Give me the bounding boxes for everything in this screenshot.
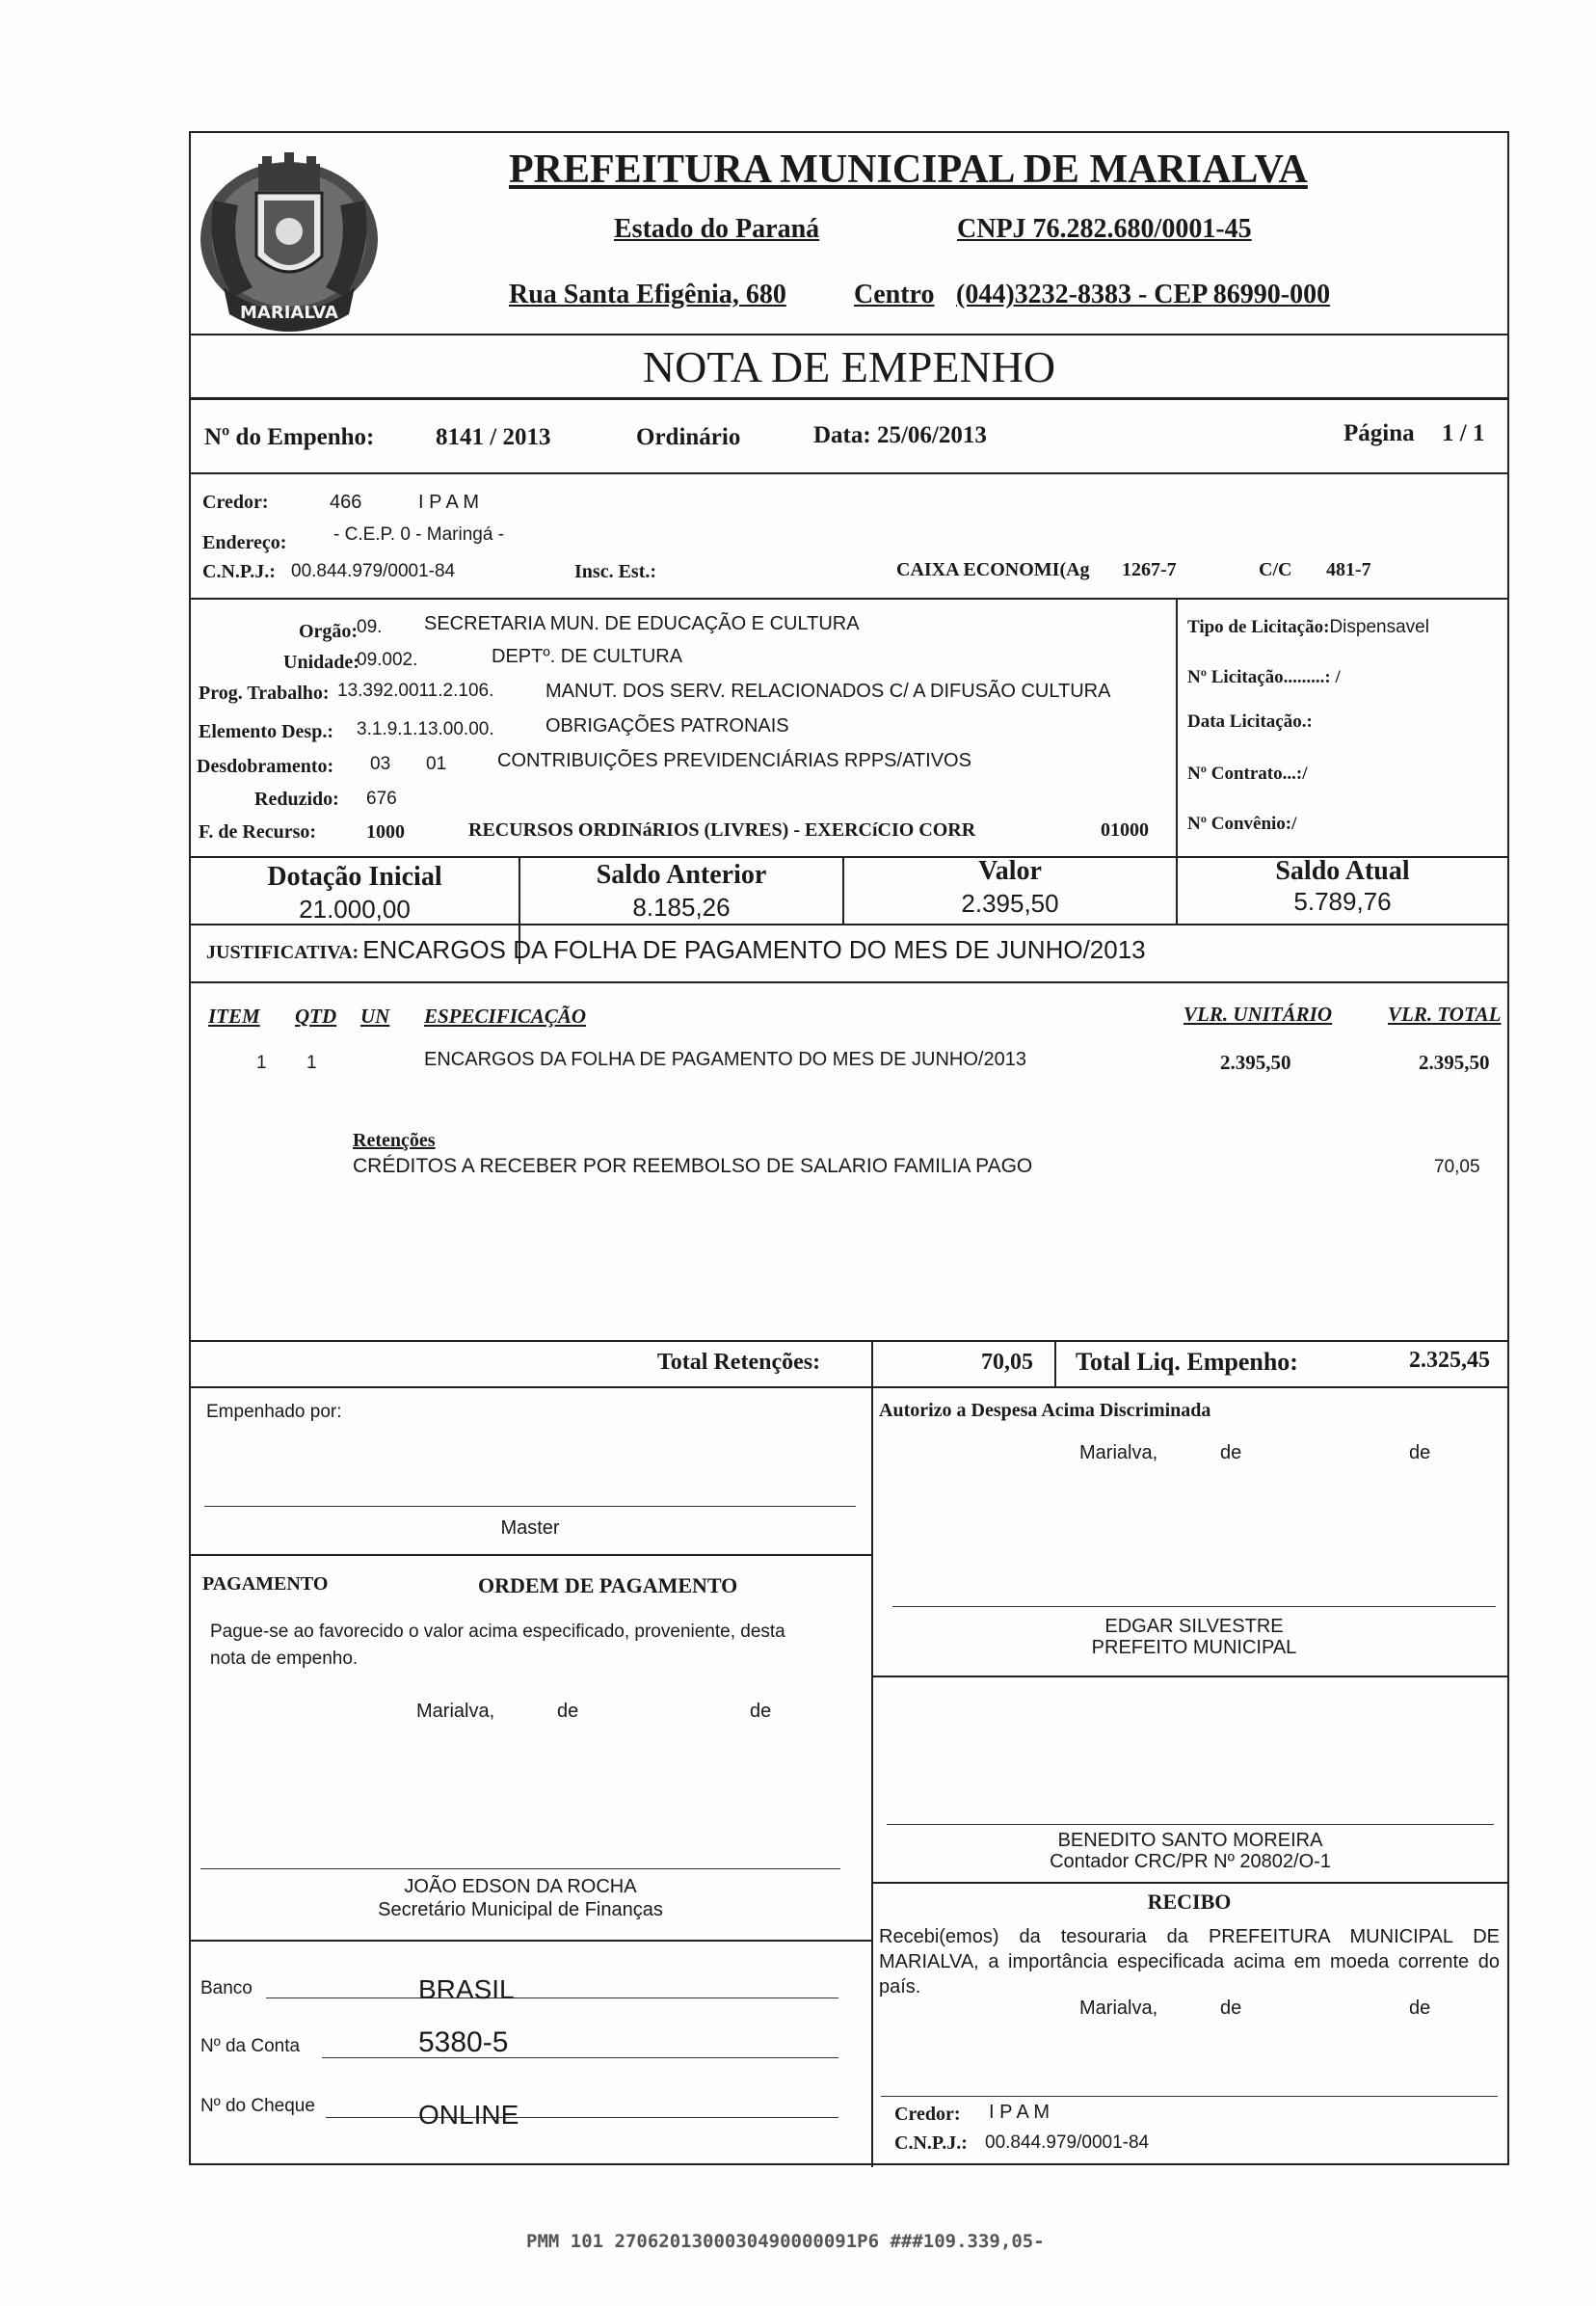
page-number: 1 / 1 bbox=[1442, 420, 1485, 446]
desdobramento-label: Desdobramento: bbox=[197, 756, 334, 777]
credor-bank: CAIXA ECONOMI(Ag bbox=[896, 559, 1090, 580]
cheque-value: ONLINE bbox=[418, 2100, 519, 2130]
total-liq-value: 2.325,45 bbox=[1409, 1348, 1490, 1373]
reduzido-label: Reduzido: bbox=[254, 789, 339, 810]
secretary-name: JOÃO EDSON DA ROCHA bbox=[404, 1876, 637, 1897]
numero-convenio: Nº Convênio:/ bbox=[1187, 814, 1297, 834]
header-phone-cep: (044)3232-8383 - CEP 86990-000 bbox=[956, 280, 1331, 309]
fonte-recurso-name: RECURSOS ORDINáRIOS (LIVRES) - EXERCíCIO CORR bbox=[468, 819, 976, 841]
page-label: Página bbox=[1343, 420, 1415, 446]
contador-name: BENEDITO SANTO MOREIRA bbox=[1057, 1830, 1323, 1851]
state-name: Estado do Paraná bbox=[614, 214, 820, 244]
saldo-anterior-label: Saldo Anterior bbox=[596, 860, 767, 890]
cc-label: C/C bbox=[1259, 559, 1292, 580]
credor-address: - C.E.P. 0 - Maringá - bbox=[333, 524, 505, 545]
banco-label: Banco bbox=[200, 1978, 253, 1998]
dotacao-inicial-value: 21.000,00 bbox=[299, 895, 411, 924]
orgao-code: 09. bbox=[357, 617, 383, 637]
endereco-label: Endereço: bbox=[202, 532, 287, 553]
prefeitura-title: PREFEITURA MUNICIPAL DE MARIALVA bbox=[509, 147, 1308, 192]
credor-name: I P A M bbox=[418, 492, 479, 513]
retencoes-value: 70,05 bbox=[1434, 1157, 1480, 1177]
desdobramento-code1: 03 bbox=[370, 754, 391, 774]
col-qtd: QTD bbox=[295, 1005, 337, 1028]
recibo-cnpj-label: C.N.P.J.: bbox=[894, 2132, 968, 2154]
justificativa bbox=[206, 935, 1146, 965]
prog-trabalho-name: MANUT. DOS SERV. RELACIONADOS C/ A DIFUSÃO CULTURA bbox=[545, 681, 1111, 702]
recibo-cnpj: 00.844.979/0001-84 bbox=[985, 2132, 1150, 2153]
orgao-label: Orgão: bbox=[299, 621, 359, 642]
autorizo-de2: de bbox=[1409, 1442, 1431, 1463]
contador-role: Contador CRC/PR Nº 20802/O-1 bbox=[1050, 1851, 1331, 1872]
numero-licitacao: Nº Licitação.........: / bbox=[1187, 667, 1341, 687]
total-liq-label: Total Liq. Empenho: bbox=[1076, 1348, 1298, 1376]
recibo-line2: MARIALVA, a importância especificada acima em moeda corrente do bbox=[879, 1951, 1500, 1972]
cheque-label: Nº do Cheque bbox=[200, 2096, 315, 2116]
unidade-label: Unidade: bbox=[283, 652, 359, 673]
tipo-licitacao-caption: Tipo de Licitação: bbox=[1187, 617, 1330, 637]
pagamento-place: Marialva, bbox=[416, 1701, 495, 1722]
prefeito-role: PREFEITO MUNICIPAL bbox=[1091, 1637, 1297, 1658]
recibo-de2: de bbox=[1409, 1998, 1431, 2019]
autorizo-de1: de bbox=[1220, 1442, 1242, 1463]
valor-value: 2.395,50 bbox=[961, 889, 1059, 918]
recibo-title: RECIBO bbox=[1147, 1890, 1232, 1914]
orgao-name: SECRETARIA MUN. DE EDUCAÇÃO E CULTURA bbox=[424, 613, 860, 634]
secretary-role: Secretário Municipal de Finanças bbox=[378, 1899, 663, 1920]
credor-label: Credor: bbox=[202, 492, 269, 513]
unidade-name: DEPTº. DE CULTURA bbox=[492, 646, 683, 667]
pagamento-de1: de bbox=[557, 1701, 579, 1722]
credor-agency: 1267-7 bbox=[1122, 559, 1177, 580]
reduzido-code: 676 bbox=[366, 789, 397, 809]
col-un: UN bbox=[360, 1005, 390, 1028]
empenho-number: 8141 / 2013 bbox=[436, 424, 551, 450]
empenho-date: Data: 25/06/2013 bbox=[813, 422, 987, 448]
header-address: Rua Santa Efigênia, 680 bbox=[509, 280, 786, 309]
justificativa-text: ENCARGOS DA FOLHA DE PAGAMENTO DO MES DE JUNHO/2013 bbox=[362, 935, 1146, 964]
elemento-code: 3.1.9.1.13.00.00. bbox=[357, 719, 494, 739]
data-licitacao: Data Licitação.: bbox=[1187, 711, 1313, 732]
recibo-line3: país. bbox=[879, 1976, 921, 1998]
total-retencoes-value: 70,05 bbox=[981, 1350, 1033, 1375]
col-item: ITEM bbox=[208, 1005, 260, 1028]
pagamento-text-line1: Pague-se ao favorecido o valor acima especificado, proveniente, desta bbox=[210, 1622, 785, 1642]
row-unit-value: 2.395,50 bbox=[1220, 1051, 1291, 1074]
retencoes-description: CRÉDITOS A RECEBER POR REEMBOLSO DE SALARIO FAMILIA PAGO bbox=[353, 1155, 1033, 1177]
prog-trabalho-label: Prog. Trabalho: bbox=[199, 683, 330, 704]
recibo-line1: Recebi(emos) da tesouraria da PREFEITURA MUNICIPAL DE bbox=[879, 1926, 1500, 1947]
credor-cc: 481-7 bbox=[1326, 559, 1371, 580]
prog-trabalho-code: 13.392.0011.2.106. bbox=[337, 681, 494, 701]
pagamento-text-line2: nota de empenho. bbox=[210, 1649, 359, 1669]
fonte-recurso-code2: 01000 bbox=[1101, 819, 1149, 841]
numero-contrato: Nº Contrato...:/ bbox=[1187, 764, 1308, 784]
row-spec: ENCARGOS DA FOLHA DE PAGAMENTO DO MES DE JUNHO/2013 bbox=[424, 1049, 1026, 1070]
tipo-licitacao-value: Dispensavel bbox=[1329, 617, 1429, 637]
desdobramento-code2: 01 bbox=[426, 754, 447, 774]
document-title: NOTA DE EMPENHO bbox=[642, 342, 1056, 391]
saldo-atual-label: Saldo Atual bbox=[1275, 856, 1410, 886]
footer-code: PMM 101 2706201300030490000091P6 ###109.339,05- bbox=[526, 2231, 1045, 2252]
conta-label: Nº da Conta bbox=[200, 2036, 301, 2056]
saldo-atual-value: 5.789,76 bbox=[1293, 887, 1392, 916]
unidade-code: 09.002. bbox=[357, 650, 418, 670]
header-district: Centro bbox=[854, 280, 935, 309]
recibo-de1: de bbox=[1220, 1998, 1242, 2019]
cnpj-label: C.N.P.J.: bbox=[202, 561, 276, 582]
saldo-anterior-value: 8.185,26 bbox=[632, 893, 731, 922]
elemento-label: Elemento Desp.: bbox=[199, 721, 333, 742]
fonte-recurso-label: F. de Recurso: bbox=[199, 821, 317, 843]
elemento-name: OBRIGAÇÕES PATRONAIS bbox=[545, 715, 789, 737]
conta-value: 5380-5 bbox=[418, 2026, 509, 2058]
autorizo-place: Marialva, bbox=[1079, 1442, 1158, 1463]
col-total-value: VLR. TOTAL bbox=[1388, 1003, 1502, 1026]
pagamento-de2: de bbox=[750, 1701, 772, 1722]
recibo-credor: I P A M bbox=[989, 2102, 1050, 2123]
insc-est-label: Insc. Est.: bbox=[574, 561, 657, 582]
justificativa-label: JUSTIFICATIVA: bbox=[206, 942, 359, 963]
tipo-licitacao-label bbox=[1187, 617, 1429, 638]
dotacao-inicial-label: Dotação Inicial bbox=[267, 862, 442, 892]
prefeito-name: EDGAR SILVESTRE bbox=[1104, 1616, 1284, 1637]
banco-value: BRASIL bbox=[418, 1974, 515, 2004]
nota-de-empenho-form bbox=[189, 131, 1509, 2165]
retencoes-label: Retenções bbox=[353, 1130, 436, 1151]
total-retencoes-label: Total Retenções: bbox=[657, 1350, 821, 1375]
empenho-number-label: Nº do Empenho: bbox=[204, 424, 375, 450]
row-total-value: 2.395,50 bbox=[1419, 1051, 1490, 1074]
empenho-type: Ordinário bbox=[636, 424, 741, 450]
valor-label: Valor bbox=[978, 856, 1042, 886]
header-cnpj: CNPJ 76.282.680/0001-45 bbox=[957, 214, 1252, 244]
credor-code: 466 bbox=[330, 492, 362, 513]
recibo-credor-label: Credor: bbox=[894, 2104, 961, 2125]
pagamento-label: PAGAMENTO bbox=[202, 1573, 329, 1595]
ordem-pagamento-title: ORDEM DE PAGAMENTO bbox=[478, 1573, 738, 1597]
col-unit-value: VLR. UNITÁRIO bbox=[1184, 1003, 1333, 1026]
recibo-place: Marialva, bbox=[1079, 1998, 1158, 2019]
col-spec: ESPECIFICAÇÃO bbox=[424, 1005, 587, 1028]
fonte-recurso-code: 1000 bbox=[366, 821, 405, 843]
crest-label: MARIALVA bbox=[240, 303, 338, 323]
empenhado-por-label: Empenhado por: bbox=[206, 1402, 342, 1422]
credor-cnpj: 00.844.979/0001-84 bbox=[291, 561, 456, 581]
empenhado-por-name: Master bbox=[500, 1517, 560, 1539]
row-item: 1 bbox=[256, 1053, 267, 1073]
autorizo-label: Autorizo a Despesa Acima Discriminada bbox=[879, 1400, 1211, 1421]
desdobramento-name: CONTRIBUIÇÕES PREVIDENCIÁRIAS RPPS/ATIVOS bbox=[497, 750, 971, 771]
row-qtd: 1 bbox=[306, 1053, 317, 1073]
